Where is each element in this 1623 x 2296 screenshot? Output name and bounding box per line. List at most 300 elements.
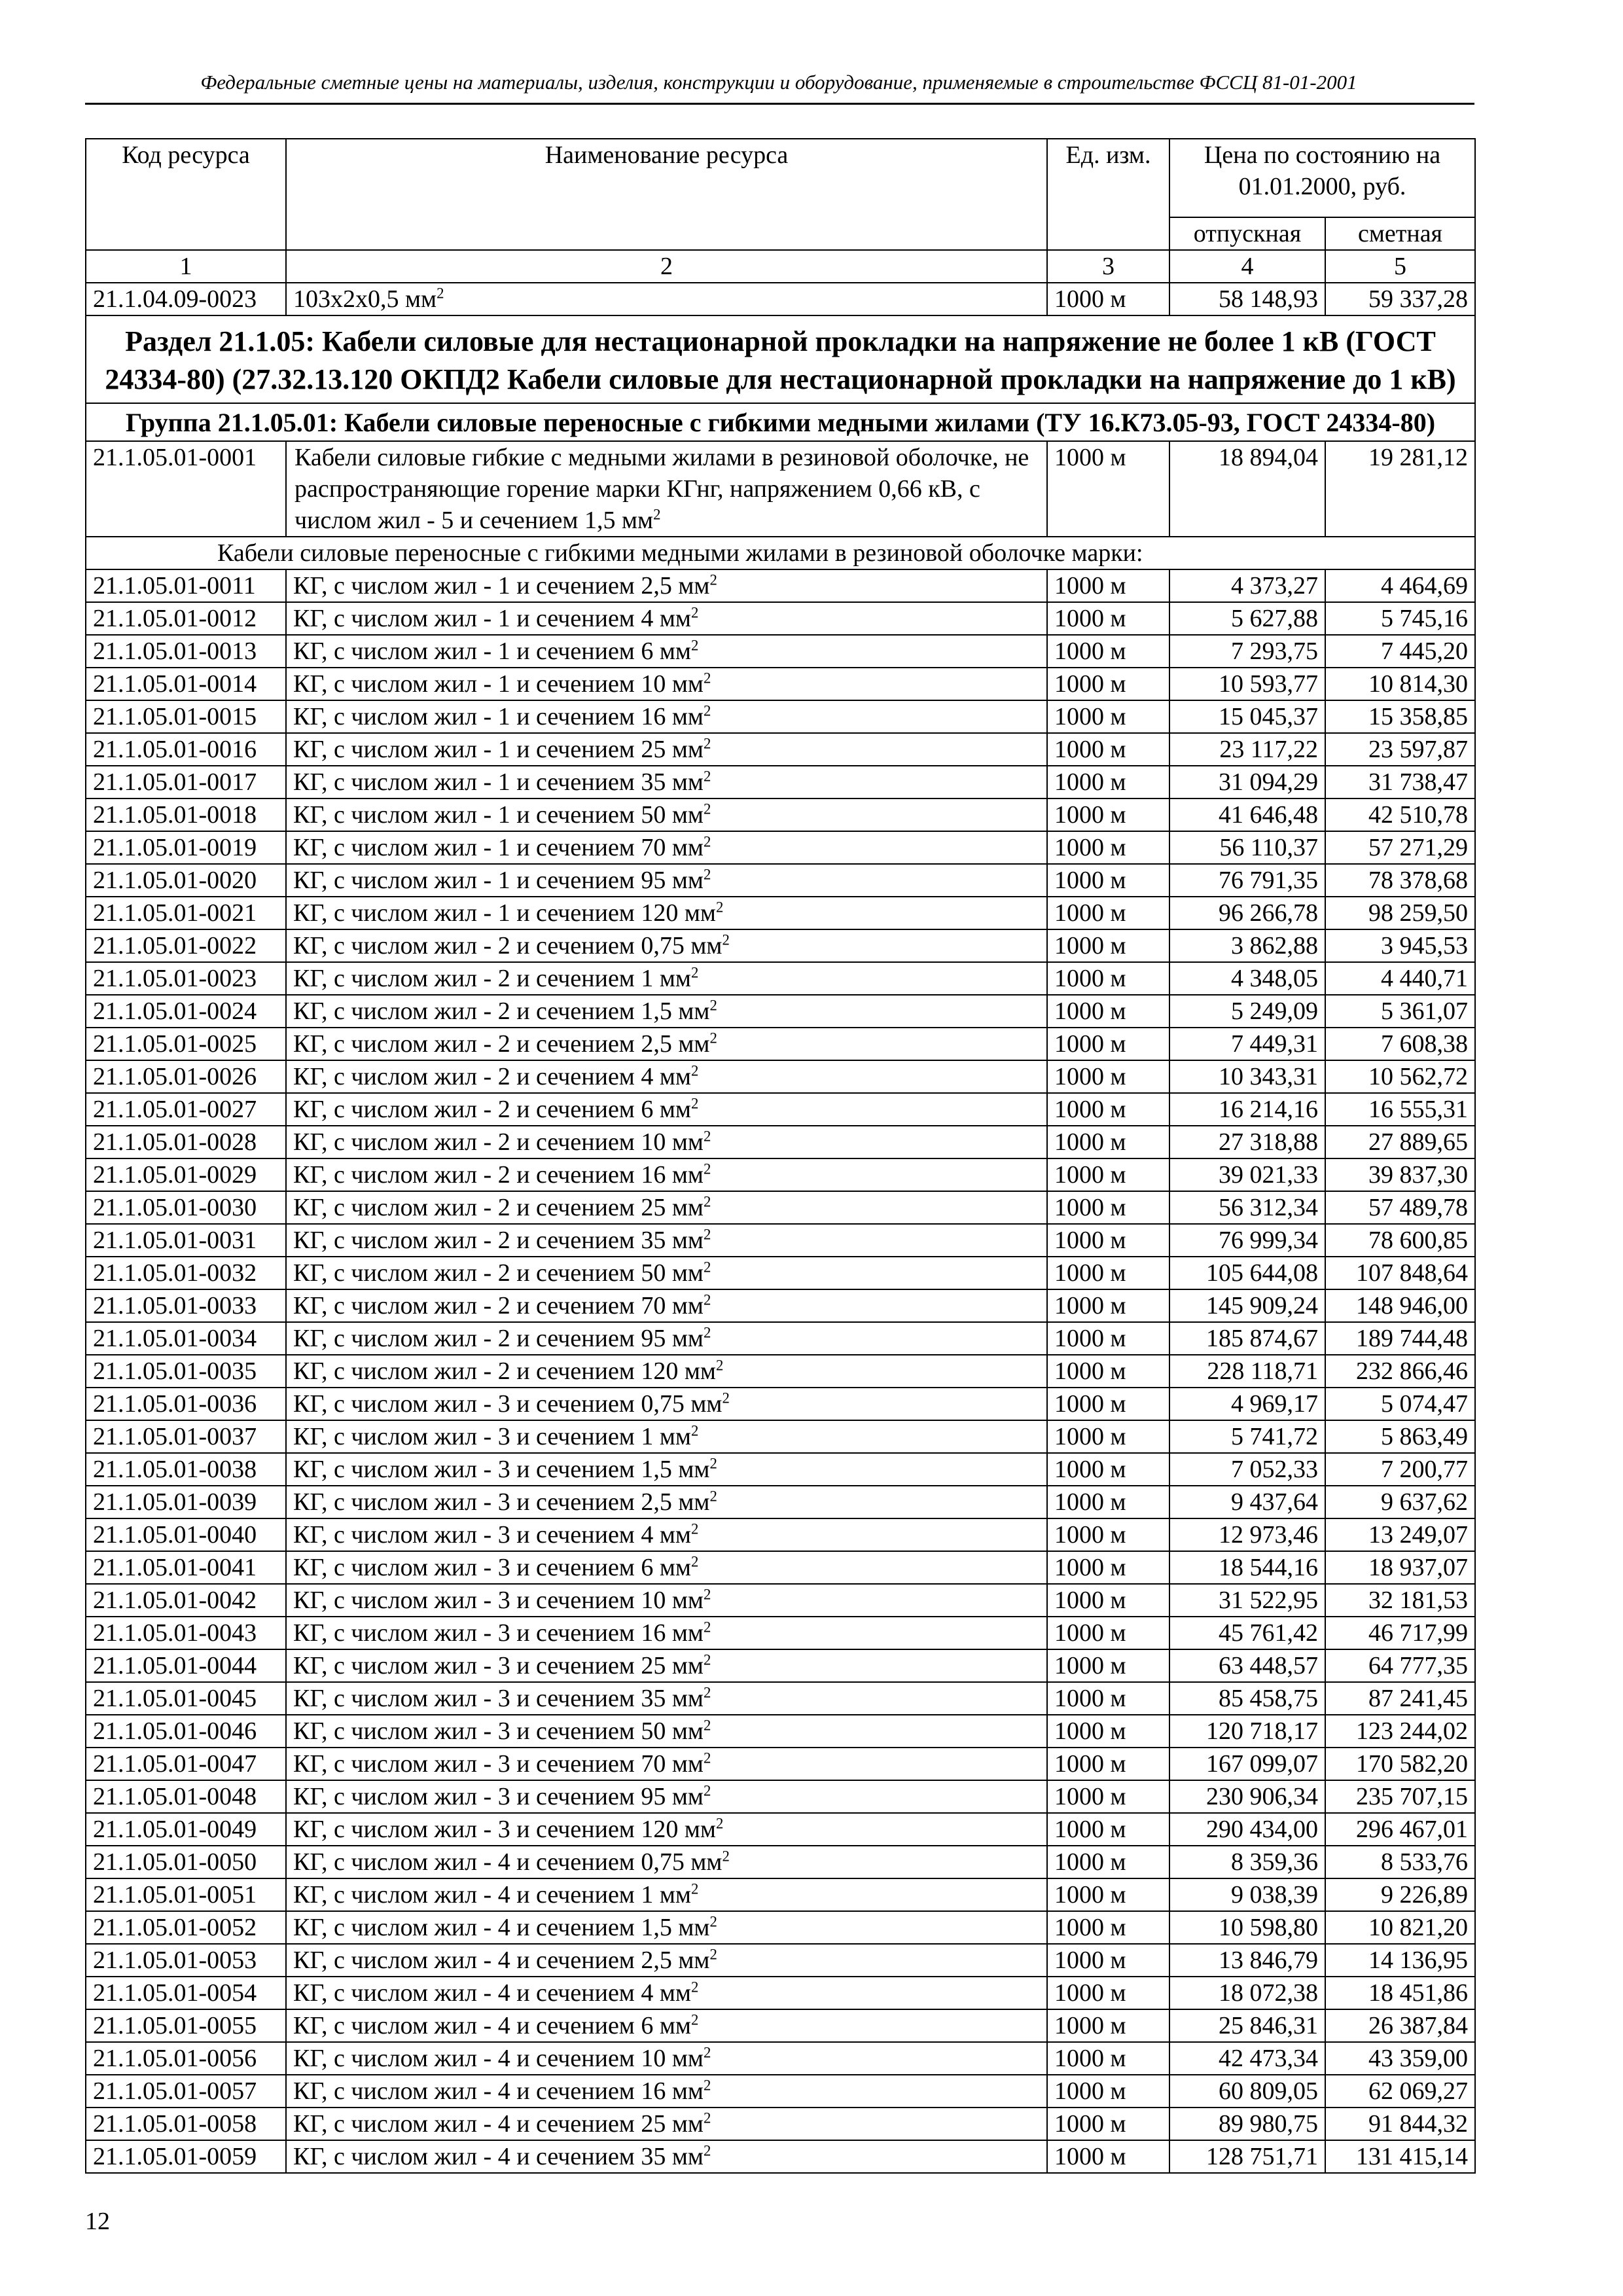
section-title: Раздел 21.1.05: Кабели силовые для нестационарной прокладки на напряжение не более 1 кВ (ГОСТ 24334-80) (27.32.13.120 ОКПД2 Кабели силовые для нестационарной прокладки на напряжение до 1 кВ) xyxy=(86,315,1475,403)
price-estimate: 59 337,28 xyxy=(1325,283,1475,315)
resource-unit: 1000 м xyxy=(1047,1289,1169,1322)
resource-unit: 1000 м xyxy=(1047,1911,1169,1944)
price-release: 10 598,80 xyxy=(1169,1911,1325,1944)
price-estimate: 235 707,15 xyxy=(1325,1780,1475,1813)
resource-name: Кабели силовые гибкие с медными жилами в резиновой оболочке, не распространяющие горение марки КГнг, напряжением 0,66 кВ, с числом жил - 5 и сечением 1,5 $мм^2$ xyxy=(286,441,1047,537)
price-estimate: 91 844,32 xyxy=(1325,2108,1475,2140)
resource-unit: 1000 м xyxy=(1047,1322,1169,1355)
price-estimate: 123 244,02 xyxy=(1325,1715,1475,1748)
table-row xyxy=(86,1486,1475,1518)
resource-code: 21.1.05.01-0036 xyxy=(86,1388,286,1420)
price-estimate: 107 848,64 xyxy=(1325,1257,1475,1289)
price-release: 45 761,42 xyxy=(1169,1617,1325,1649)
resource-code: 21.1.04.09-0023 xyxy=(86,283,286,315)
price-estimate: 19 281,12 xyxy=(1325,441,1475,537)
column-number: 1 xyxy=(86,250,286,283)
header-unit: Ед. изм. xyxy=(1047,139,1169,250)
resource-code: 21.1.05.01-0020 xyxy=(86,864,286,897)
price-estimate: 78 600,85 xyxy=(1325,1224,1475,1257)
resource-name: КГ, с числом жил - 2 и сечением 0,75 $мм^2$ xyxy=(286,929,1047,962)
table-row xyxy=(86,700,1475,733)
resource-name: КГ, с числом жил - 2 и сечением 1 $мм^2$ xyxy=(286,962,1047,995)
resource-code: 21.1.05.01-0035 xyxy=(86,1355,286,1388)
resource-unit: 1000 м xyxy=(1047,2108,1169,2140)
resource-code: 21.1.05.01-0042 xyxy=(86,1584,286,1617)
table-row xyxy=(86,2042,1475,2075)
resource-code: 21.1.05.01-0015 xyxy=(86,700,286,733)
resource-code: 21.1.05.01-0013 xyxy=(86,635,286,668)
resource-name: КГ, с числом жил - 3 и сечением 4 $мм^2$ xyxy=(286,1518,1047,1551)
header-price-release: отпускная xyxy=(1169,217,1325,250)
resource-unit: 1000 м xyxy=(1047,441,1169,537)
resource-name: КГ, с числом жил - 2 и сечением 6 $мм^2$ xyxy=(286,1093,1047,1126)
resource-name: КГ, с числом жил - 4 и сечением 10 $мм^2$ xyxy=(286,2042,1047,2075)
resource-unit: 1000 м xyxy=(1047,1028,1169,1060)
price-release: 18 894,04 xyxy=(1169,441,1325,537)
resource-code: 21.1.05.01-0034 xyxy=(86,1322,286,1355)
resource-code: 21.1.05.01-0031 xyxy=(86,1224,286,1257)
resource-unit: 1000 м xyxy=(1047,766,1169,798)
price-release: 167 099,07 xyxy=(1169,1748,1325,1780)
resource-name: КГ, с числом жил - 3 и сечением 50 $мм^2$ xyxy=(286,1715,1047,1748)
table-row xyxy=(86,1289,1475,1322)
resource-unit: 1000 м xyxy=(1047,2140,1169,2173)
resource-code: 21.1.05.01-0016 xyxy=(86,733,286,766)
table-row xyxy=(86,766,1475,798)
price-estimate: 42 510,78 xyxy=(1325,798,1475,831)
price-estimate: 18 937,07 xyxy=(1325,1551,1475,1584)
resource-unit: 1000 м xyxy=(1047,1191,1169,1224)
column-number: 4 xyxy=(1169,250,1325,283)
price-estimate: 15 358,85 xyxy=(1325,700,1475,733)
table-row xyxy=(86,831,1475,864)
resource-unit: 1000 м xyxy=(1047,1682,1169,1715)
table-row xyxy=(86,441,1475,537)
price-release: 58 148,93 xyxy=(1169,283,1325,315)
resource-code: 21.1.05.01-0011 xyxy=(86,569,286,602)
resource-code: 21.1.05.01-0029 xyxy=(86,1158,286,1191)
resource-code: 21.1.05.01-0040 xyxy=(86,1518,286,1551)
price-release: 105 644,08 xyxy=(1169,1257,1325,1289)
resource-name: КГ, с числом жил - 1 и сечением 25 $мм^2$ xyxy=(286,733,1047,766)
price-estimate: 7 445,20 xyxy=(1325,635,1475,668)
price-release: 16 214,16 xyxy=(1169,1093,1325,1126)
price-release: 4 373,27 xyxy=(1169,569,1325,602)
price-estimate: 78 378,68 xyxy=(1325,864,1475,897)
resource-code: 21.1.05.01-0025 xyxy=(86,1028,286,1060)
column-number: 3 xyxy=(1047,250,1169,283)
resource-unit: 1000 м xyxy=(1047,1224,1169,1257)
resource-code: 21.1.05.01-0059 xyxy=(86,2140,286,2173)
price-release: 85 458,75 xyxy=(1169,1682,1325,1715)
price-estimate: 4 464,69 xyxy=(1325,569,1475,602)
resource-name: КГ, с числом жил - 1 и сечением 50 $мм^2$ xyxy=(286,798,1047,831)
table-row xyxy=(86,2075,1475,2108)
resource-unit: 1000 м xyxy=(1047,2042,1169,2075)
price-release: 230 906,34 xyxy=(1169,1780,1325,1813)
price-estimate: 7 200,77 xyxy=(1325,1453,1475,1486)
resource-name: КГ, с числом жил - 2 и сечением 50 $мм^2$ xyxy=(286,1257,1047,1289)
price-release: 145 909,24 xyxy=(1169,1289,1325,1322)
table-row xyxy=(86,1420,1475,1453)
price-release: 76 791,35 xyxy=(1169,864,1325,897)
resource-unit: 1000 м xyxy=(1047,700,1169,733)
price-estimate: 46 717,99 xyxy=(1325,1617,1475,1649)
resource-code: 21.1.05.01-0019 xyxy=(86,831,286,864)
price-estimate: 9 637,62 xyxy=(1325,1486,1475,1518)
resource-code: 21.1.05.01-0026 xyxy=(86,1060,286,1093)
price-release: 12 973,46 xyxy=(1169,1518,1325,1551)
table-row xyxy=(86,1126,1475,1158)
table-row xyxy=(86,1028,1475,1060)
table-row xyxy=(86,1944,1475,1977)
resource-unit: 1000 м xyxy=(1047,1617,1169,1649)
resource-unit: 1000 м xyxy=(1047,635,1169,668)
table-row xyxy=(86,929,1475,962)
table-row xyxy=(86,1093,1475,1126)
price-release: 5 249,09 xyxy=(1169,995,1325,1028)
resource-unit: 1000 м xyxy=(1047,602,1169,635)
price-estimate: 10 562,72 xyxy=(1325,1060,1475,1093)
running-header: Федеральные сметные цены на материалы, изделия, конструкции и оборудование, применяемые в строительстве ФССЦ 81-01-2001 xyxy=(200,71,1357,94)
price-release: 9 437,64 xyxy=(1169,1486,1325,1518)
price-estimate: 296 467,01 xyxy=(1325,1813,1475,1846)
resource-code: 21.1.05.01-0018 xyxy=(86,798,286,831)
resource-code: 21.1.05.01-0047 xyxy=(86,1748,286,1780)
price-release: 290 434,00 xyxy=(1169,1813,1325,1846)
resource-name: КГ, с числом жил - 3 и сечением 16 $мм^2$ xyxy=(286,1617,1047,1649)
resource-code: 21.1.05.01-0037 xyxy=(86,1420,286,1453)
resource-unit: 1000 м xyxy=(1047,1846,1169,1878)
price-release: 42 473,34 xyxy=(1169,2042,1325,2075)
resource-code: 21.1.05.01-0048 xyxy=(86,1780,286,1813)
resource-code: 21.1.05.01-0045 xyxy=(86,1682,286,1715)
table-row xyxy=(86,1257,1475,1289)
table-row xyxy=(86,1224,1475,1257)
resource-unit: 1000 м xyxy=(1047,1158,1169,1191)
resource-code: 21.1.05.01-0014 xyxy=(86,668,286,700)
price-estimate: 62 069,27 xyxy=(1325,2075,1475,2108)
price-estimate: 4 440,71 xyxy=(1325,962,1475,995)
price-release: 185 874,67 xyxy=(1169,1322,1325,1355)
resource-name: КГ, с числом жил - 3 и сечением 1,5 $мм^2$ xyxy=(286,1453,1047,1486)
price-release: 39 021,33 xyxy=(1169,1158,1325,1191)
resource-unit: 1000 м xyxy=(1047,1126,1169,1158)
resource-name: КГ, с числом жил - 2 и сечением 25 $мм^2$ xyxy=(286,1191,1047,1224)
price-estimate: 10 821,20 xyxy=(1325,1911,1475,1944)
price-release: 10 593,77 xyxy=(1169,668,1325,700)
resource-name: КГ, с числом жил - 1 и сечением 10 $мм^2$ xyxy=(286,668,1047,700)
resource-name: КГ, с числом жил - 4 и сечением 4 $мм^2$ xyxy=(286,1977,1047,2009)
header-code: Код ресурса xyxy=(86,139,286,250)
price-estimate: 27 889,65 xyxy=(1325,1126,1475,1158)
price-release: 76 999,34 xyxy=(1169,1224,1325,1257)
resource-code: 21.1.05.01-0024 xyxy=(86,995,286,1028)
table-row xyxy=(86,668,1475,700)
price-estimate: 5 863,49 xyxy=(1325,1420,1475,1453)
price-estimate: 131 415,14 xyxy=(1325,2140,1475,2173)
price-release: 3 862,88 xyxy=(1169,929,1325,962)
table-row xyxy=(86,1911,1475,1944)
table-row xyxy=(86,1813,1475,1846)
table-row xyxy=(86,1846,1475,1878)
resource-unit: 1000 м xyxy=(1047,962,1169,995)
table-row xyxy=(86,1322,1475,1355)
resource-unit: 1000 м xyxy=(1047,2075,1169,2108)
resource-code: 21.1.05.01-0033 xyxy=(86,1289,286,1322)
price-release: 41 646,48 xyxy=(1169,798,1325,831)
price-release: 89 980,75 xyxy=(1169,2108,1325,2140)
resource-code: 21.1.05.01-0017 xyxy=(86,766,286,798)
price-release: 5 741,72 xyxy=(1169,1420,1325,1453)
resource-name: КГ, с числом жил - 4 и сечением 6 $мм^2$ xyxy=(286,2009,1047,2042)
price-release: 27 318,88 xyxy=(1169,1126,1325,1158)
price-release: 18 544,16 xyxy=(1169,1551,1325,1584)
resource-code: 21.1.05.01-0001 xyxy=(86,441,286,537)
resource-unit: 1000 м xyxy=(1047,668,1169,700)
resource-unit: 1000 м xyxy=(1047,1093,1169,1126)
resource-unit: 1000 м xyxy=(1047,1388,1169,1420)
resource-name: КГ, с числом жил - 3 и сечением 25 $мм^2$ xyxy=(286,1649,1047,1682)
resource-name: КГ, с числом жил - 3 и сечением 10 $мм^2$ xyxy=(286,1584,1047,1617)
price-release: 10 343,31 xyxy=(1169,1060,1325,1093)
resource-unit: 1000 м xyxy=(1047,897,1169,929)
price-release: 56 312,34 xyxy=(1169,1191,1325,1224)
table-row xyxy=(86,1158,1475,1191)
header-rule xyxy=(85,103,1474,105)
table-row xyxy=(86,2009,1475,2042)
price-release: 60 809,05 xyxy=(1169,2075,1325,2108)
resource-unit: 1000 м xyxy=(1047,1748,1169,1780)
resource-unit: 1000 м xyxy=(1047,995,1169,1028)
price-table xyxy=(85,138,1476,2174)
resource-unit: 1000 м xyxy=(1047,1813,1169,1846)
price-release: 23 117,22 xyxy=(1169,733,1325,766)
table-row xyxy=(86,1780,1475,1813)
resource-code: 21.1.05.01-0051 xyxy=(86,1878,286,1911)
price-estimate: 189 744,48 xyxy=(1325,1322,1475,1355)
resource-unit: 1000 м xyxy=(1047,283,1169,315)
resource-name: КГ, с числом жил - 4 и сечением 0,75 $мм^2$ xyxy=(286,1846,1047,1878)
table-row xyxy=(86,1388,1475,1420)
resource-unit: 1000 м xyxy=(1047,929,1169,962)
resource-name: КГ, с числом жил - 3 и сечением 120 $мм^2$ xyxy=(286,1813,1047,1846)
resource-unit: 1000 м xyxy=(1047,1551,1169,1584)
resource-name: КГ, с числом жил - 2 и сечением 1,5 $мм^2$ xyxy=(286,995,1047,1028)
resource-name: КГ, с числом жил - 1 и сечением 95 $мм^2$ xyxy=(286,864,1047,897)
table-row xyxy=(86,1977,1475,2009)
resource-name: КГ, с числом жил - 4 и сечением 16 $мм^2$ xyxy=(286,2075,1047,2108)
resource-code: 21.1.05.01-0053 xyxy=(86,1944,286,1977)
resource-code: 21.1.05.01-0052 xyxy=(86,1911,286,1944)
price-release: 13 846,79 xyxy=(1169,1944,1325,1977)
table-row xyxy=(86,2108,1475,2140)
resource-code: 21.1.05.01-0050 xyxy=(86,1846,286,1878)
price-release: 7 052,33 xyxy=(1169,1453,1325,1486)
group-heading-row xyxy=(86,403,1475,441)
table-row xyxy=(86,1649,1475,1682)
price-release: 7 293,75 xyxy=(1169,635,1325,668)
resource-unit: 1000 м xyxy=(1047,1584,1169,1617)
price-release: 120 718,17 xyxy=(1169,1715,1325,1748)
resource-code: 21.1.05.01-0058 xyxy=(86,2108,286,2140)
resource-code: 21.1.05.01-0044 xyxy=(86,1649,286,1682)
table-row xyxy=(86,1453,1475,1486)
resource-name: КГ, с числом жил - 2 и сечением 70 $мм^2$ xyxy=(286,1289,1047,1322)
table-row xyxy=(86,897,1475,929)
price-release: 128 751,71 xyxy=(1169,2140,1325,2173)
price-release: 25 846,31 xyxy=(1169,2009,1325,2042)
price-release: 7 449,31 xyxy=(1169,1028,1325,1060)
resource-unit: 1000 м xyxy=(1047,1649,1169,1682)
resource-code: 21.1.05.01-0038 xyxy=(86,1453,286,1486)
resource-unit: 1000 м xyxy=(1047,1060,1169,1093)
resource-unit: 1000 м xyxy=(1047,1977,1169,2009)
column-number-row xyxy=(86,250,1475,283)
price-release: 4 969,17 xyxy=(1169,1388,1325,1420)
resource-name: КГ, с числом жил - 4 и сечением 1 $мм^2$ xyxy=(286,1878,1047,1911)
resource-name: КГ, с числом жил - 1 и сечением 6 $мм^2$ xyxy=(286,635,1047,668)
resource-unit: 1000 м xyxy=(1047,569,1169,602)
price-estimate: 32 181,53 xyxy=(1325,1584,1475,1617)
section-heading-row xyxy=(86,315,1475,403)
price-release: 96 266,78 xyxy=(1169,897,1325,929)
resource-code: 21.1.05.01-0046 xyxy=(86,1715,286,1748)
resource-code: 21.1.05.01-0023 xyxy=(86,962,286,995)
price-release: 5 627,88 xyxy=(1169,602,1325,635)
table-row xyxy=(86,1584,1475,1617)
price-estimate: 5 074,47 xyxy=(1325,1388,1475,1420)
resource-code: 21.1.05.01-0055 xyxy=(86,2009,286,2042)
resource-name: КГ, с числом жил - 2 и сечением 4 $мм^2$ xyxy=(286,1060,1047,1093)
header-price-group: Цена по состоянию на 01.01.2000, руб. xyxy=(1169,139,1475,217)
resource-code: 21.1.05.01-0054 xyxy=(86,1977,286,2009)
resource-name: КГ, с числом жил - 2 и сечением 95 $мм^2$ xyxy=(286,1322,1047,1355)
resource-name: КГ, с числом жил - 4 и сечением 25 $мм^2$ xyxy=(286,2108,1047,2140)
resource-code: 21.1.05.01-0049 xyxy=(86,1813,286,1846)
resource-unit: 1000 м xyxy=(1047,864,1169,897)
table-row xyxy=(86,1715,1475,1748)
resource-code: 21.1.05.01-0012 xyxy=(86,602,286,635)
price-estimate: 3 945,53 xyxy=(1325,929,1475,962)
resource-name: КГ, с числом жил - 3 и сечением 35 $мм^2$ xyxy=(286,1682,1047,1715)
table-row xyxy=(86,283,1475,315)
price-estimate: 23 597,87 xyxy=(1325,733,1475,766)
column-number: 5 xyxy=(1325,250,1475,283)
resource-name: КГ, с числом жил - 3 и сечением 2,5 $мм^2$ xyxy=(286,1486,1047,1518)
price-estimate: 57 489,78 xyxy=(1325,1191,1475,1224)
price-estimate: 5 361,07 xyxy=(1325,995,1475,1028)
resource-unit: 1000 м xyxy=(1047,831,1169,864)
resource-unit: 1000 м xyxy=(1047,1453,1169,1486)
table-row xyxy=(86,1355,1475,1388)
group-title: Группа 21.1.05.01: Кабели силовые переносные с гибкими медными жилами (ТУ 16.К73.05-93, ГОСТ 24334-80) xyxy=(86,403,1475,441)
resource-unit: 1000 м xyxy=(1047,798,1169,831)
resource-unit: 1000 м xyxy=(1047,2009,1169,2042)
price-estimate: 31 738,47 xyxy=(1325,766,1475,798)
price-estimate: 98 259,50 xyxy=(1325,897,1475,929)
table-row xyxy=(86,1060,1475,1093)
resource-code: 21.1.05.01-0057 xyxy=(86,2075,286,2108)
resource-name: КГ, с числом жил - 1 и сечением 70 $мм^2$ xyxy=(286,831,1047,864)
resource-name: КГ, с числом жил - 1 и сечением 35 $мм^2$ xyxy=(286,766,1047,798)
table-row xyxy=(86,1551,1475,1584)
resource-code: 21.1.05.01-0039 xyxy=(86,1486,286,1518)
price-estimate: 43 359,00 xyxy=(1325,2042,1475,2075)
table-row xyxy=(86,1518,1475,1551)
resource-unit: 1000 м xyxy=(1047,1780,1169,1813)
resource-name: КГ, с числом жил - 3 и сечением 0,75 $мм^2$ xyxy=(286,1388,1047,1420)
table-row xyxy=(86,2140,1475,2173)
resource-name: КГ, с числом жил - 4 и сечением 1,5 $мм^2$ xyxy=(286,1911,1047,1944)
table-row xyxy=(86,1191,1475,1224)
resource-code: 21.1.05.01-0041 xyxy=(86,1551,286,1584)
price-release: 56 110,37 xyxy=(1169,831,1325,864)
resource-code: 21.1.05.01-0022 xyxy=(86,929,286,962)
resource-unit: 1000 м xyxy=(1047,1486,1169,1518)
price-release: 228 118,71 xyxy=(1169,1355,1325,1388)
resource-name: КГ, с числом жил - 4 и сечением 2,5 $мм^2$ xyxy=(286,1944,1047,1977)
column-number: 2 xyxy=(286,250,1047,283)
price-release: 31 094,29 xyxy=(1169,766,1325,798)
price-release: 18 072,38 xyxy=(1169,1977,1325,2009)
subgroup-intro-row xyxy=(86,537,1475,569)
header-price-estimate: сметная xyxy=(1325,217,1475,250)
price-estimate: 7 608,38 xyxy=(1325,1028,1475,1060)
resource-name: КГ, с числом жил - 2 и сечением 2,5 $мм^2$ xyxy=(286,1028,1047,1060)
resource-code: 21.1.05.01-0027 xyxy=(86,1093,286,1126)
price-estimate: 16 555,31 xyxy=(1325,1093,1475,1126)
table-row xyxy=(86,1617,1475,1649)
resource-name: КГ, с числом жил - 2 и сечением 16 $мм^2$ xyxy=(286,1158,1047,1191)
table-row xyxy=(86,1682,1475,1715)
price-release: 15 045,37 xyxy=(1169,700,1325,733)
resource-name: КГ, с числом жил - 4 и сечением 35 $мм^2$ xyxy=(286,2140,1047,2173)
resource-name: КГ, с числом жил - 2 и сечением 120 $мм^2$ xyxy=(286,1355,1047,1388)
page-number: 12 xyxy=(85,2208,110,2235)
resource-name: КГ, с числом жил - 3 и сечением 1 $мм^2$ xyxy=(286,1420,1047,1453)
price-estimate: 10 814,30 xyxy=(1325,668,1475,700)
table-row xyxy=(86,1748,1475,1780)
header-name: Наименование ресурса xyxy=(286,139,1047,250)
table-row xyxy=(86,1878,1475,1911)
resource-unit: 1000 м xyxy=(1047,1944,1169,1977)
price-estimate: 39 837,30 xyxy=(1325,1158,1475,1191)
price-estimate: 87 241,45 xyxy=(1325,1682,1475,1715)
resource-name: КГ, с числом жил - 1 и сечением 120 $мм^2$ xyxy=(286,897,1047,929)
resource-unit: 1000 м xyxy=(1047,1420,1169,1453)
table-row xyxy=(86,995,1475,1028)
resource-name: КГ, с числом жил - 3 и сечением 95 $мм^2$ xyxy=(286,1780,1047,1813)
subgroup-intro: Кабели силовые переносные с гибкими медными жилами в резиновой оболочке марки: xyxy=(86,537,1475,569)
resource-name: КГ, с числом жил - 3 и сечением 6 $мм^2$ xyxy=(286,1551,1047,1584)
table-row xyxy=(86,733,1475,766)
resource-code: 21.1.05.01-0028 xyxy=(86,1126,286,1158)
price-estimate: 57 271,29 xyxy=(1325,831,1475,864)
price-estimate: 148 946,00 xyxy=(1325,1289,1475,1322)
resource-name: КГ, с числом жил - 2 и сечением 10 $мм^2$ xyxy=(286,1126,1047,1158)
price-release: 4 348,05 xyxy=(1169,962,1325,995)
price-release: 63 448,57 xyxy=(1169,1649,1325,1682)
resource-name: КГ, с числом жил - 3 и сечением 70 $мм^2$ xyxy=(286,1748,1047,1780)
price-estimate: 26 387,84 xyxy=(1325,2009,1475,2042)
resource-code: 21.1.05.01-0021 xyxy=(86,897,286,929)
resource-code: 21.1.05.01-0032 xyxy=(86,1257,286,1289)
price-estimate: 13 249,07 xyxy=(1325,1518,1475,1551)
resource-unit: 1000 м xyxy=(1047,1715,1169,1748)
resource-name: КГ, с числом жил - 1 и сечением 16 $мм^2$ xyxy=(286,700,1047,733)
price-estimate: 170 582,20 xyxy=(1325,1748,1475,1780)
